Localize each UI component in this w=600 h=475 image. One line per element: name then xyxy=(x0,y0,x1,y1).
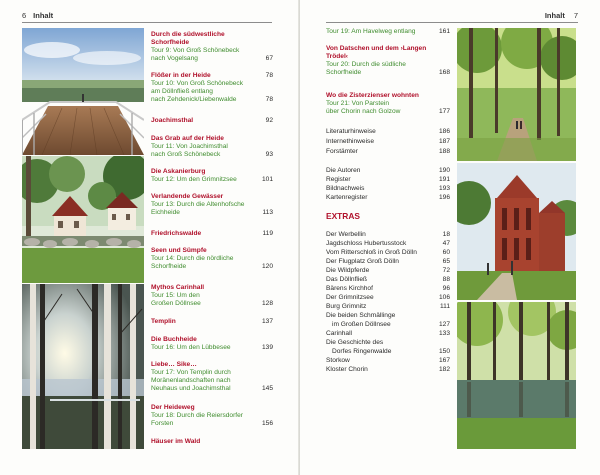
extras-row[interactable] xyxy=(326,366,450,374)
photo-birch-trees-sunlight xyxy=(22,284,144,449)
appendix-row-forstaemter[interactable] xyxy=(326,148,450,156)
toc-page-number: 161 xyxy=(438,28,450,35)
extras-label: Storkow xyxy=(326,357,350,364)
index-row-autoren[interactable] xyxy=(326,167,450,175)
right-page-header xyxy=(545,11,578,20)
toc-entry-tour-11[interactable] xyxy=(151,135,273,159)
toc-page-number: 78 xyxy=(265,95,273,103)
extras-row[interactable] xyxy=(326,294,450,302)
toc-page-number: 167 xyxy=(438,357,450,364)
toc-page-number: 113 xyxy=(262,208,273,216)
toc-page-number: 182 xyxy=(438,366,450,373)
toc-page-number: 88 xyxy=(442,276,450,283)
toc-entry-tour-20[interactable] xyxy=(326,45,450,77)
toc-page-number: 188 xyxy=(438,148,450,155)
toc-page-number: 111 xyxy=(439,303,450,310)
extras-row[interactable] xyxy=(326,249,450,257)
extras-row[interactable] xyxy=(326,357,450,365)
extras-label: Das Döllnfließ xyxy=(326,276,368,283)
right-page xyxy=(300,0,600,475)
toc-page-number: 150 xyxy=(438,348,450,355)
toc-page-number: 78 xyxy=(265,72,273,79)
toc-tour-line: Tour 17: Von Templin durch xyxy=(151,368,231,376)
extras-label: Der Werbellin xyxy=(326,231,366,238)
index-label: Register xyxy=(326,176,351,183)
extras-heading: EXTRAS xyxy=(326,211,360,221)
extras-label: Die Geschichte des xyxy=(326,339,384,346)
toc-page-number: 120 xyxy=(261,262,273,270)
extras-row[interactable] xyxy=(326,240,450,248)
toc-tour-line: Schorfheide xyxy=(326,68,362,76)
index-label: Bildnachweis xyxy=(326,185,365,192)
toc-page-number: 47 xyxy=(442,240,450,247)
toc-tour-line: Tour 20: Durch die südliche xyxy=(326,60,406,68)
toc-page-number: 196 xyxy=(438,194,450,201)
toc-page-number: 177 xyxy=(438,107,450,115)
toc-entry-tour-15[interactable] xyxy=(151,284,273,308)
toc-heading: Durch die südwestliche xyxy=(151,31,225,38)
toc-page-number: 92 xyxy=(265,117,273,124)
toc-heading: Häuser im Wald xyxy=(151,438,201,445)
extras-label: Carinhall xyxy=(326,330,353,337)
toc-tour-line: Tour 19: Am Havelweg entlang xyxy=(326,28,416,35)
extras-label: Kloster Chorin xyxy=(326,366,368,373)
toc-heading: Das Grab auf der Heide xyxy=(151,135,224,142)
toc-page-number: 72 xyxy=(442,267,450,274)
index-label: Die Autoren xyxy=(326,167,361,174)
toc-entry-friedrichswalde[interactable] xyxy=(151,230,273,238)
toc-entry-tour-10[interactable] xyxy=(151,80,273,104)
toc-heading: Die Buchheide xyxy=(151,336,197,343)
photo-red-brick-monastery xyxy=(457,163,576,300)
index-row-kartenregister[interactable] xyxy=(326,194,450,202)
toc-heading: Der Heideweg xyxy=(151,404,195,411)
toc-heading: Seen und Sümpfe xyxy=(151,247,207,254)
toc-heading: Flößer in der Heide xyxy=(151,72,211,79)
photo-village-houses-in-park xyxy=(22,156,144,283)
left-page-title: Inhalt xyxy=(33,11,54,20)
extras-label: Dorfes Ringenwalde xyxy=(332,348,392,355)
toc-heading: Wo die Zisterzienser wohnten xyxy=(326,92,419,99)
toc-heading: Liebe… Sike… xyxy=(151,361,197,368)
extras-label: Jagdschloss Hubertusstock xyxy=(326,240,407,247)
toc-page-number: 119 xyxy=(262,230,273,237)
extras-label: Der Flugplatz Groß Dölln xyxy=(326,258,399,265)
toc-heading: Joachimsthal xyxy=(151,117,194,124)
index-label: Kartenregister xyxy=(326,194,368,201)
toc-tour-line: Eichheide xyxy=(151,208,180,216)
toc-entry-tour-21[interactable] xyxy=(326,92,450,116)
extras-label: Burg Grimnitz xyxy=(326,303,367,310)
toc-tour-line: Moränenlandschaften nach xyxy=(151,376,231,384)
toc-entry-tour-12[interactable] xyxy=(151,168,273,184)
left-header-rule xyxy=(22,22,272,23)
toc-tour-line: Tour 11: Von Joachimsthal xyxy=(151,142,228,150)
appendix-label: Forstämter xyxy=(326,148,358,155)
toc-page-number: 106 xyxy=(438,294,450,301)
toc-tour-line: Tour 13: Durch die Altenhofsche xyxy=(151,200,245,208)
toc-tour-line: nach Zehdenick/Liebenwalde xyxy=(151,95,237,103)
toc-tour-line: Tour 16: Um den Lübbesee xyxy=(151,343,231,351)
toc-entry-tour-18[interactable] xyxy=(151,404,273,428)
toc-tour-line: Tour 15: Um den xyxy=(151,291,200,299)
toc-heading: Verlandende Gewässer xyxy=(151,193,224,200)
extras-row[interactable] xyxy=(326,321,450,329)
toc-tour-line: Tour 21: Von Parstein xyxy=(326,99,390,107)
toc-page-number: 137 xyxy=(261,318,273,325)
extras-row[interactable] xyxy=(326,258,450,266)
toc-page-number: 67 xyxy=(265,54,273,62)
right-page-title: Inhalt xyxy=(544,11,565,20)
toc-heading: Mythos Carinhall xyxy=(151,284,205,291)
toc-tour-line: Großen Döllnsee xyxy=(151,299,201,307)
toc-tour-line: nach Vogelsang xyxy=(151,54,198,62)
toc-page-number: 93 xyxy=(265,150,273,158)
toc-tour-line: Schorfheide xyxy=(151,262,187,270)
toc-heading: Schorfheide xyxy=(151,38,190,46)
extras-row[interactable] xyxy=(326,303,450,311)
toc-tour-line: Tour 18: Durch die Reiersdorfer xyxy=(151,411,243,419)
extras-label: Der Grimnitzsee xyxy=(326,294,374,301)
toc-tour-line: am Döllnfließ entlang xyxy=(151,87,213,95)
extras-row[interactable] xyxy=(326,330,450,338)
extras-label: Die beiden Schmällinge xyxy=(326,312,396,319)
appendix-label: Literaturhinweise xyxy=(326,128,376,135)
index-row-bildnachweis[interactable] xyxy=(326,185,450,193)
toc-page-number: 145 xyxy=(261,384,273,392)
toc-page-number: 101 xyxy=(261,175,273,183)
toc-entry-tour-19[interactable] xyxy=(326,28,450,36)
toc-page-number: 18 xyxy=(442,231,450,238)
extras-row[interactable] xyxy=(326,312,450,320)
appendix-row-literatur[interactable] xyxy=(326,128,450,136)
extras-label: Vom Ritterschloß in Groß Dölln xyxy=(326,249,417,256)
extras-row[interactable] xyxy=(326,276,450,284)
left-page-number: 6 xyxy=(22,11,27,20)
photo-forest-path-walkers xyxy=(457,28,576,161)
toc-page-number: 186 xyxy=(438,128,450,135)
index-row-register[interactable] xyxy=(326,176,450,184)
toc-page-number: 96 xyxy=(442,285,450,292)
photo-lake-viewing-platform xyxy=(22,28,144,155)
toc-heading: Friedrichswalde xyxy=(151,230,202,237)
left-page-header xyxy=(22,11,53,20)
extras-label: Die Wildpferde xyxy=(326,267,370,274)
toc-page-number: 187 xyxy=(438,138,450,145)
toc-entry-tour-17[interactable] xyxy=(151,361,273,393)
toc-page-number: 168 xyxy=(438,68,450,76)
toc-tour-line: Tour 12: Um den Grimnitzsee xyxy=(151,175,237,183)
toc-tour-line: Tour 10: Von Groß Schönebeck xyxy=(151,80,243,87)
appendix-label: Internethinweise xyxy=(326,138,375,145)
toc-tour-line: Neuhaus und Joachimsthal xyxy=(151,384,231,392)
toc-entry-tour-14[interactable] xyxy=(151,247,273,271)
toc-heading: Templin xyxy=(151,318,176,325)
toc-tour-line: Tour 14: Durch die nördliche xyxy=(151,254,234,262)
extras-row[interactable] xyxy=(326,267,450,275)
toc-entry-tour-9[interactable] xyxy=(151,31,273,63)
toc-entry-tour-13[interactable] xyxy=(151,193,273,217)
extras-row[interactable] xyxy=(326,348,450,356)
toc-tour-line: über Chorin nach Golzow xyxy=(326,107,401,115)
toc-tour-line: Tour 9: Von Groß Schönebeck xyxy=(151,46,240,54)
toc-heading: Die Askanierburg xyxy=(151,168,206,175)
toc-page-number: 127 xyxy=(438,321,450,328)
toc-page-number: 133 xyxy=(438,330,450,337)
toc-page-number: 156 xyxy=(261,419,273,427)
right-header-rule xyxy=(326,22,578,23)
toc-heading: Trödel‹ xyxy=(326,52,348,60)
photo-river-in-forest xyxy=(457,302,576,449)
toc-entry-haeuser-im-wald[interactable] xyxy=(151,438,273,446)
toc-entry-tour-16[interactable] xyxy=(151,336,273,352)
extras-row[interactable] xyxy=(326,339,450,347)
extras-label: Bärens Kirchhof xyxy=(326,285,373,292)
right-page-number: 7 xyxy=(573,11,578,20)
extras-row[interactable] xyxy=(326,231,450,239)
toc-page-number: 65 xyxy=(442,258,450,265)
toc-page-number: 193 xyxy=(438,185,450,192)
toc-page-number: 191 xyxy=(438,176,450,183)
toc-entry-joachimsthal[interactable] xyxy=(151,117,273,125)
extras-label: im Großen Döllnsee xyxy=(332,321,391,328)
appendix-row-internet[interactable] xyxy=(326,138,450,146)
toc-tour-line: Forsten xyxy=(151,419,174,427)
toc-entry-templin[interactable] xyxy=(151,318,273,326)
toc-page-number: 190 xyxy=(438,167,450,174)
toc-heading: Von Datschen und dem ›Langen xyxy=(326,45,427,52)
toc-tour-line: nach Groß Schönebeck xyxy=(151,150,221,158)
toc-page-number: 128 xyxy=(261,299,273,307)
extras-row[interactable] xyxy=(326,285,450,293)
toc-entry-floesser[interactable] xyxy=(151,72,273,80)
toc-page-number: 139 xyxy=(261,343,273,351)
toc-page-number: 60 xyxy=(442,249,450,256)
